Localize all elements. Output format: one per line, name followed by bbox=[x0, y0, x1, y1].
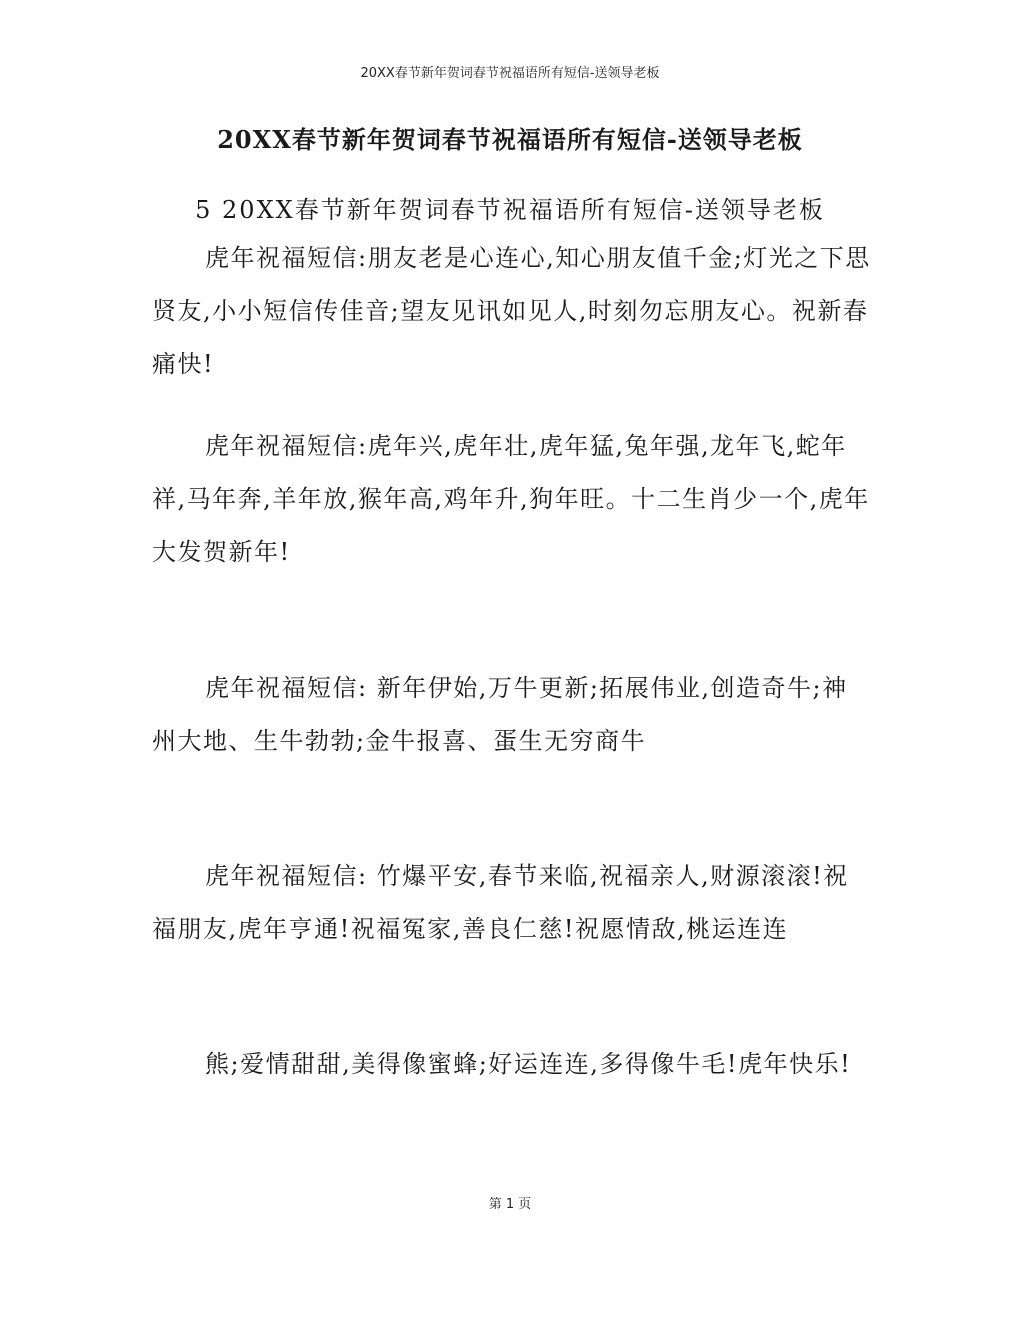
paragraph-4: 虎年祝福短信: 竹爆平安,春节来临,祝福亲人,财源滚滚!祝福朋友,虎年亨通!祝福冤家,善良仁慈!祝愿情敌,桃运连连 bbox=[152, 862, 849, 943]
document-title: 20XX春节新年贺词春节祝福语所有短信-送领导老板 bbox=[217, 125, 803, 154]
paragraph-1: 虎年祝福短信:朋友老是心连心,知心朋友值千金;灯光之下思贤友,小小短信传佳音;望友见讯如见人,时刻勿忘朋友心。祝新春痛快! bbox=[152, 244, 871, 378]
page-number: 第 1 页 bbox=[488, 1197, 532, 1212]
running-header: 20XX春节新年贺词春节祝福语所有短信-送领导老板 bbox=[360, 66, 660, 81]
paragraph-2: 虎年祝福短信:虎年兴,虎年壮,虎年猛,兔年强,龙年飞,蛇年祥,马年奔,羊年放,猴年高,鸡年升,狗年旺。十二生肖少一个,虎年大发贺新年! bbox=[152, 432, 870, 566]
document-subtitle: 5 20XX春节新年贺词春节祝福语所有短信-送领导老板 bbox=[195, 196, 825, 224]
paragraph-3: 虎年祝福短信: 新年伊始,万牛更新;拓展伟业,创造奇牛;神州大地、生牛勃勃;金牛报喜、蛋生无穷商牛 bbox=[152, 674, 848, 755]
paragraph-5: 熊;爱情甜甜,美得像蜜蜂;好运连连,多得像牛毛!虎年快乐! bbox=[205, 1050, 852, 1078]
